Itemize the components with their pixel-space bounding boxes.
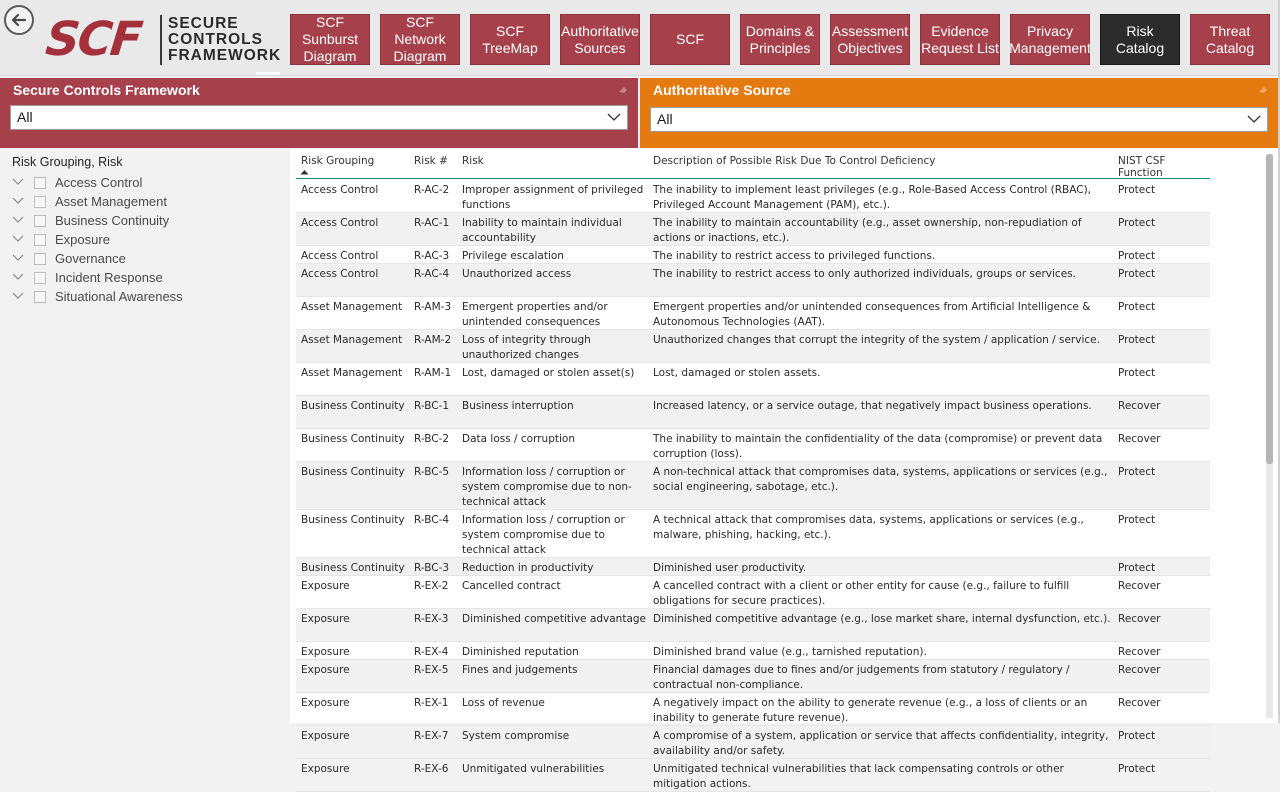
checkbox[interactable] <box>34 177 46 189</box>
scrollbar-thumb[interactable] <box>1266 154 1273 464</box>
tree-item-situational-awareness[interactable] <box>12 288 282 307</box>
table-row[interactable] <box>296 576 1210 609</box>
risk-number-cell: R-AC-1 <box>414 217 450 229</box>
risk-name-cell: Cancelled contract <box>462 580 561 592</box>
risk-grouping-cell: Business Continuity <box>301 400 405 412</box>
risk-number-cell: R-AM-3 <box>414 301 452 313</box>
risk-name-cell: Fines and judgements <box>462 664 578 676</box>
tree-item-business-continuity[interactable] <box>12 212 282 231</box>
authoritative-source-slicer <box>640 78 1278 148</box>
risk-description-cell: The inability to restrict access to privileged functions. <box>653 250 936 262</box>
arrow-left-icon <box>10 11 28 29</box>
risk-grouping-cell: Exposure <box>301 763 350 775</box>
logo-mark: SCF <box>43 12 144 67</box>
risk-name-cell: Loss of integrity through unauthorized changes <box>462 334 591 361</box>
nav-button-authoritative-sources[interactable]: Authoritative Sources <box>560 14 640 65</box>
nav-button-evidence-request-list[interactable]: Evidence Request List <box>920 14 1000 65</box>
risk-number-cell: R-EX-3 <box>414 613 449 625</box>
checkbox[interactable] <box>34 272 46 284</box>
tree-item-access-control[interactable] <box>12 174 282 193</box>
risk-name-cell: Unmitigated vulnerabilities <box>462 763 605 775</box>
logo-line: SECURE <box>168 15 239 32</box>
tree-item-label: Incident Response <box>55 270 163 285</box>
nist-function-cell: Protect <box>1118 562 1156 574</box>
risk-number-cell: R-AM-1 <box>414 367 452 379</box>
risk-name-cell: Inability to maintain individual accountability <box>462 217 622 244</box>
scf-slicer <box>0 78 638 148</box>
risk-name-cell: Improper assignment of privileged functions <box>462 184 644 211</box>
tree-item-label: Access Control <box>55 175 143 190</box>
risk-grouping-cell: Exposure <box>301 664 350 676</box>
nav-button-threat-catalog[interactable]: Threat Catalog <box>1190 14 1270 65</box>
chevron-down-icon <box>1247 115 1261 124</box>
column-header-risk[interactable]: Risk <box>462 155 484 167</box>
risk-number-cell: R-EX-4 <box>414 646 449 658</box>
table-row[interactable] <box>296 180 1210 213</box>
tree-item-label: Exposure <box>55 232 110 247</box>
risk-name-cell: Reduction in productivity <box>462 562 594 574</box>
column-header-description[interactable]: Description of Possible Risk Due To Control Deficiency <box>653 155 936 167</box>
nist-function-cell: Recover <box>1118 664 1161 676</box>
nist-function-cell: Protect <box>1118 367 1156 379</box>
risk-number-cell: R-EX-2 <box>414 580 449 592</box>
risk-description-cell: Diminished user productivity. <box>653 562 807 574</box>
logo-divider <box>160 15 162 65</box>
table-row[interactable] <box>296 693 1210 726</box>
sort-ascending-icon <box>300 169 309 175</box>
nist-function-cell: Recover <box>1118 580 1161 592</box>
nist-function-cell: Recover <box>1118 400 1161 412</box>
table-row[interactable] <box>296 396 1210 429</box>
risk-grouping-cell: Access Control <box>301 184 379 196</box>
checkbox[interactable] <box>34 234 46 246</box>
table-row[interactable] <box>296 642 1210 660</box>
risk-number-cell: R-AC-3 <box>414 250 450 262</box>
table-scrollbar[interactable] <box>1266 154 1273 718</box>
risk-description-cell: A negatively impact on the ability to generate revenue (e.g., a loss of clients or an inability to generate future revenue). <box>653 697 1088 724</box>
risk-name-cell: Information loss / corruption or system compromise due to technical attack <box>462 514 625 556</box>
risk-description-cell: Unauthorized changes that corrupt the integrity of the system / application / service. <box>653 334 1100 346</box>
nist-function-cell: Protect <box>1118 268 1156 280</box>
risk-grouping-cell: Access Control <box>301 268 379 280</box>
checkbox[interactable] <box>34 196 46 208</box>
nist-function-cell: Protect <box>1118 217 1156 229</box>
scf-slicer-value: All <box>17 109 33 125</box>
risk-name-cell: Business interruption <box>462 400 574 412</box>
risk-description-cell: The inability to restrict access to only authorized individuals, groups or services. <box>653 268 1076 280</box>
chevron-down-icon[interactable] <box>12 235 24 243</box>
table-row[interactable] <box>296 726 1210 759</box>
table-row[interactable] <box>296 660 1210 693</box>
back-button[interactable] <box>4 5 34 35</box>
risk-number-cell: R-EX-7 <box>414 730 449 742</box>
logo-line: CONTROLS <box>168 31 263 48</box>
risk-grouping-cell: Business Continuity <box>301 433 405 445</box>
nav-button-risk-catalog[interactable]: Risk Catalog <box>1100 14 1180 65</box>
risk-description-cell: The inability to maintain accountability (e.g., asset ownership, non-repudiation of actions or inactions, etc.). <box>653 217 1082 244</box>
checkbox[interactable] <box>34 253 46 265</box>
risk-description-cell: A technical attack that compromises data, systems, applications or services (e.g., malware, phishing, hacking, etc.). <box>653 514 1084 541</box>
risk-number-cell: R-AC-2 <box>414 184 450 196</box>
risk-grouping-cell: Asset Management <box>301 367 403 379</box>
chevron-down-icon[interactable] <box>12 273 24 281</box>
risk-name-cell: Privilege escalation <box>462 250 564 262</box>
risk-name-cell: Diminished competitive advantage <box>462 613 647 625</box>
risk-name-cell: Data loss / corruption <box>462 433 575 445</box>
authoritative-slicer-dropdown[interactable] <box>650 107 1268 132</box>
risk-grouping-cell: Exposure <box>301 730 350 742</box>
risk-grouping-cell: Exposure <box>301 646 350 658</box>
table-row[interactable] <box>296 363 1210 396</box>
table-row[interactable] <box>296 609 1210 642</box>
nist-function-cell: Recover <box>1118 697 1161 709</box>
nist-function-cell: Protect <box>1118 334 1156 346</box>
nist-function-cell: Protect <box>1118 301 1156 313</box>
nist-function-cell: Recover <box>1118 613 1161 625</box>
risk-description-cell: Lost, damaged or stolen assets. <box>653 367 821 379</box>
checkbox[interactable] <box>34 291 46 303</box>
risk-description-cell: The inability to maintain the confidentiality of the data (compromise) or prevent data corruption (loss). <box>653 433 1103 460</box>
nav-button-scf[interactable]: SCF <box>650 14 730 65</box>
risk-description-cell: Diminished brand value (e.g., tarnished reputation). <box>653 646 927 658</box>
risk-description-cell: Increased latency, or a service outage, that negatively impact business operations. <box>653 400 1092 412</box>
risk-description-cell: The inability to implement least privileges (e.g., Role-Based Access Control (RBAC), Privileged Account Management (PAM), etc.). <box>653 184 1092 211</box>
chevron-down-icon[interactable] <box>12 178 24 186</box>
risk-grouping-cell: Access Control <box>301 217 379 229</box>
column-header-risk-number[interactable]: Risk # <box>414 155 448 167</box>
tree-item-label: Business Continuity <box>55 213 170 228</box>
risk-number-cell: R-AC-4 <box>414 268 450 280</box>
risk-grouping-cell: Business Continuity <box>301 514 405 526</box>
chevron-down-icon[interactable] <box>12 292 24 300</box>
risk-number-cell: R-BC-5 <box>414 466 450 478</box>
risk-number-cell: R-EX-1 <box>414 697 449 709</box>
risk-grouping-cell: Asset Management <box>301 334 403 346</box>
tree-item-label: Asset Management <box>55 194 168 209</box>
table-row[interactable] <box>296 264 1210 297</box>
nav-button-scf-treemap[interactable]: SCF TreeMap <box>470 14 550 65</box>
column-header-risk-grouping[interactable]: Risk Grouping <box>301 155 375 167</box>
eraser-icon[interactable] <box>618 84 628 94</box>
risk-number-cell: R-BC-4 <box>414 514 450 526</box>
table-row[interactable] <box>296 558 1210 576</box>
risk-name-cell: Diminished reputation <box>462 646 579 658</box>
tree-item-exposure[interactable] <box>12 231 282 250</box>
tree-item-governance[interactable] <box>12 250 282 269</box>
risk-name-cell: System compromise <box>462 730 570 742</box>
table-row[interactable] <box>296 213 1210 246</box>
authoritative-slicer-value: All <box>657 111 673 127</box>
table-row[interactable] <box>296 510 1210 558</box>
risk-tree-slicer <box>0 148 290 723</box>
nist-function-cell: Protect <box>1118 730 1156 742</box>
risk-description-cell: A cancelled contract with a client or other entity for cause (e.g., failure to fulfill obligations for secure practices). <box>653 580 1070 607</box>
risk-name-cell: Emergent properties and/or unintended consequences <box>462 301 608 328</box>
eraser-icon[interactable] <box>1258 84 1268 94</box>
risk-description-cell: A non-technical attack that compromises data, systems, applications or services (e.g., social engineering, sabotage, etc.). <box>653 466 1108 493</box>
table-row[interactable] <box>296 330 1210 363</box>
nist-function-cell: Protect <box>1118 763 1156 775</box>
risk-name-cell: Lost, damaged or stolen asset(s) <box>462 367 635 379</box>
nav-button-domains-principles[interactable]: Domains & Principles <box>740 14 820 65</box>
nav-button-assessment-objectives[interactable]: Assessment Objectives <box>830 14 910 65</box>
nist-function-cell: Protect <box>1118 184 1156 196</box>
tree-item-asset-management[interactable] <box>12 193 282 212</box>
chevron-down-icon[interactable] <box>12 216 24 224</box>
risk-grouping-cell: Asset Management <box>301 301 403 313</box>
table-row[interactable] <box>296 429 1210 462</box>
tree-title: Risk Grouping, Risk <box>12 155 123 169</box>
logo-wordmark <box>168 16 281 64</box>
checkbox[interactable] <box>34 215 46 227</box>
risk-name-cell: Unauthorized access <box>462 268 572 280</box>
risk-description-cell: Diminished competitive advantage (e.g., lose market share, internal dysfunction, etc.). <box>653 613 1111 625</box>
chevron-down-icon[interactable] <box>12 254 24 262</box>
risk-number-cell: R-EX-5 <box>414 664 449 676</box>
risk-grouping-cell: Business Continuity <box>301 466 405 478</box>
table-header <box>296 155 1210 179</box>
table-row[interactable] <box>296 462 1210 510</box>
risk-name-cell: Loss of revenue <box>462 697 545 709</box>
nav-button-scf-network-diagram[interactable]: SCF Network Diagram <box>380 14 460 65</box>
scf-slicer-title: Secure Controls Framework <box>13 82 200 98</box>
risk-number-cell: R-AM-2 <box>414 334 452 346</box>
chevron-down-icon <box>607 113 621 122</box>
table-row[interactable] <box>296 246 1210 264</box>
risk-grouping-cell: Exposure <box>301 613 350 625</box>
nist-function-cell: Protect <box>1118 466 1156 478</box>
logo-underline <box>256 72 280 75</box>
risk-grouping-cell: Exposure <box>301 580 350 592</box>
risk-number-cell: R-BC-2 <box>414 433 450 445</box>
risk-grouping-cell: Access Control <box>301 250 379 262</box>
risk-table <box>290 148 1280 790</box>
risk-description-cell: Financial damages due to fines and/or judgements from statutory / regulatory / contractual non-compliance. <box>653 664 1070 691</box>
scf-logo <box>44 12 280 68</box>
risk-number-cell: R-BC-1 <box>414 400 450 412</box>
nist-function-cell: Recover <box>1118 646 1161 658</box>
risk-name-cell: Information loss / corruption or system compromise due to non-technical attack <box>462 466 632 508</box>
chevron-down-icon[interactable] <box>12 197 24 205</box>
nist-function-cell: Protect <box>1118 250 1156 262</box>
risk-number-cell: R-EX-6 <box>414 763 449 775</box>
header-bar <box>0 0 1280 76</box>
scf-slicer-dropdown[interactable] <box>10 105 628 130</box>
table-row[interactable] <box>296 759 1210 792</box>
tree-item-incident-response[interactable] <box>12 269 282 288</box>
authoritative-slicer-title: Authoritative Source <box>653 82 791 98</box>
risk-grouping-cell: Business Continuity <box>301 562 405 574</box>
nav-button-privacy-management[interactable]: Privacy Management <box>1010 14 1090 65</box>
nist-function-cell: Protect <box>1118 514 1156 526</box>
tree-item-label: Governance <box>55 251 126 266</box>
risk-number-cell: R-BC-3 <box>414 562 450 574</box>
tree-item-label: Situational Awareness <box>55 289 183 304</box>
risk-description-cell: Emergent properties and/or unintended consequences from Artificial Intelligence & Autonomous Technologies (AAT). <box>653 301 1091 328</box>
logo-line: FRAMEWORK <box>168 47 282 64</box>
risk-description-cell: A compromise of a system, application or service that affects confidentiality, integrity, availability and/or safety. <box>653 730 1109 757</box>
table-row[interactable] <box>296 297 1210 330</box>
nist-function-cell: Recover <box>1118 433 1161 445</box>
risk-grouping-cell: Exposure <box>301 697 350 709</box>
nav-button-scf-sunburst-diagram[interactable]: SCF Sunburst Diagram <box>290 14 370 65</box>
column-header-nist-csf-function[interactable]: NIST CSF Function <box>1118 155 1166 179</box>
risk-description-cell: Unmitigated technical vulnerabilities that lack compensating controls or other mitigation actions. <box>653 763 1064 790</box>
